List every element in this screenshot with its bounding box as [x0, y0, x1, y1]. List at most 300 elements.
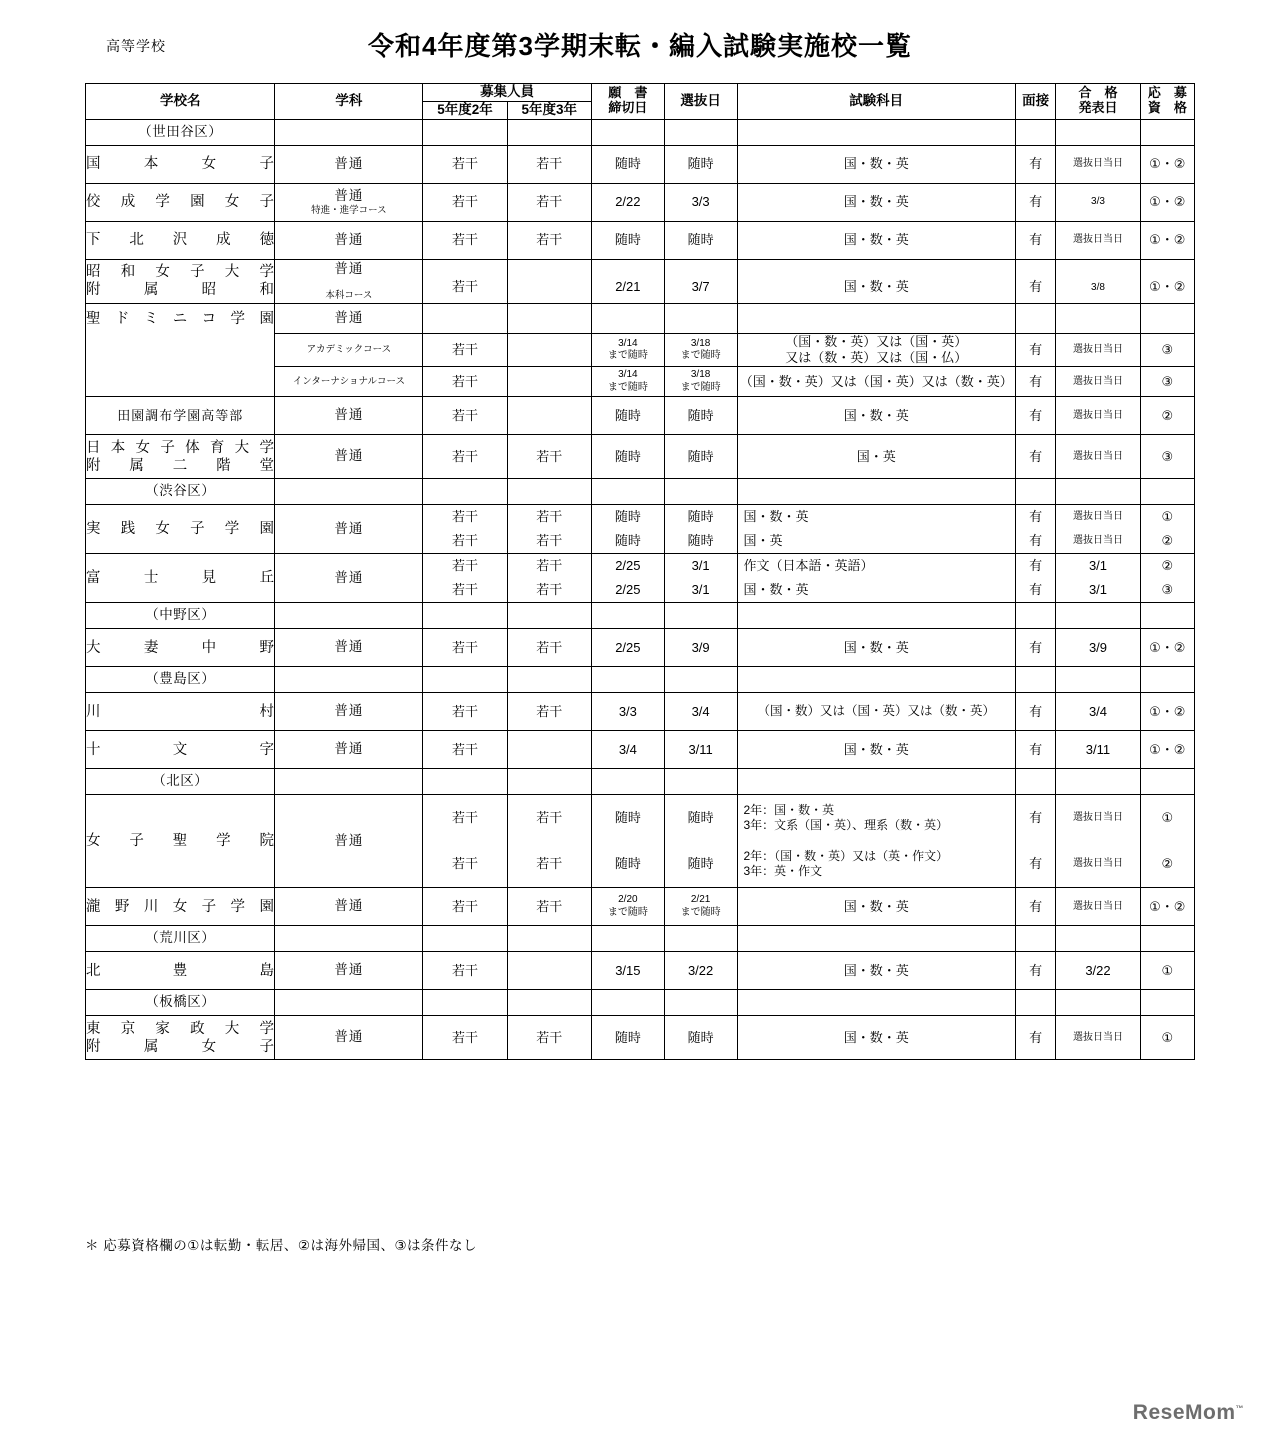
school-name: 女 子 聖 学 院: [86, 795, 275, 888]
empty-cell: [275, 926, 423, 952]
school-name: 国 本 女 子: [86, 145, 275, 183]
col-school: 学校名: [86, 84, 275, 120]
capacity-y3: 若干: [507, 1016, 591, 1060]
subjects: 国・数・英: [737, 397, 1015, 435]
empty-cell: [664, 479, 737, 505]
result-date: 選抜日当日: [1056, 888, 1140, 926]
selection-date: 3/7: [664, 259, 737, 303]
result-date: 3/4: [1056, 693, 1140, 731]
selection-date: 3/22: [664, 952, 737, 990]
capacity-y3: 若干: [507, 183, 591, 221]
capacity-y3: 若干: [507, 888, 591, 926]
empty-cell: [423, 769, 507, 795]
table-row: [86, 259, 1195, 303]
qualification: ①・②: [1140, 183, 1194, 221]
interview-line2: 有: [1029, 533, 1043, 549]
capacity-y3: [507, 397, 591, 435]
empty-cell: [1015, 119, 1055, 145]
col-result-line1: 合 格: [1078, 85, 1118, 101]
course-sub: 特進・進学コース: [311, 204, 387, 216]
selection-date: 随時: [664, 397, 737, 435]
capacity-y3: [507, 554, 591, 603]
school-name-line2: 附 属 女 子: [86, 1038, 275, 1055]
interview-line2: 有: [1029, 582, 1043, 598]
capacity-y2-line1: 若干: [451, 558, 478, 574]
selection-date: [664, 505, 737, 554]
school-name: 川 村: [86, 693, 275, 731]
capacity-y2-line2: 若干: [451, 582, 478, 598]
due-date: 2/25: [591, 629, 664, 667]
subjects: [737, 303, 1015, 333]
result-date: 3/22: [1056, 952, 1140, 990]
empty-cell: [1015, 667, 1055, 693]
qualification: ①・②: [1140, 259, 1194, 303]
capacity-y2: [423, 795, 507, 888]
due-date: 3/4: [591, 731, 664, 769]
subject-line2: 3年：文系（国・英）、理系（数・英）: [743, 818, 949, 833]
subject-line1: 作文（日本語・英語）: [743, 558, 874, 574]
qualification: ①・②: [1140, 145, 1194, 183]
capacity-y3: [507, 367, 591, 397]
school-name: 実 践 女 子 学 園: [86, 505, 275, 554]
due-line2: まで随時: [607, 906, 648, 918]
empty-cell: [507, 769, 591, 795]
empty-cell: [737, 769, 1015, 795]
capacity-y3: 若干: [507, 629, 591, 667]
col-selection-date: 選抜日: [664, 84, 737, 120]
qualification: ③: [1140, 367, 1194, 397]
school-name: 北 豊 島: [86, 952, 275, 990]
table-row: [86, 145, 1195, 183]
subject-line1: （国・数・英）又は（国・英）: [785, 333, 968, 349]
subjects: （国・数）又は（国・英）又は（数・英）: [737, 693, 1015, 731]
school-name: 十 文 字: [86, 731, 275, 769]
empty-cell: [1056, 119, 1140, 145]
school-name: 瀧 野 川 女 子 学 園: [86, 888, 275, 926]
subjects: 国・数・英: [737, 1016, 1015, 1060]
selection-date: [664, 303, 737, 333]
empty-cell: [423, 667, 507, 693]
course-name: [275, 259, 423, 303]
capacity-y2: 若干: [423, 952, 507, 990]
interview: [1015, 795, 1055, 888]
sel-line2: 随時: [687, 856, 714, 872]
empty-cell: [1056, 990, 1140, 1016]
school-name-line2: 附 属 二 階 堂: [86, 457, 275, 474]
selection-date: 3/11: [664, 731, 737, 769]
ward-label: （渋谷区）: [86, 479, 275, 505]
course-name: 普通: [275, 435, 423, 479]
due-line1: 2/25: [615, 558, 641, 574]
empty-cell: [591, 667, 664, 693]
table-row: [86, 888, 1195, 926]
result-line2: 選抜日当日: [1072, 535, 1123, 546]
qual-line2: ③: [1161, 582, 1174, 598]
capacity-y2: 若干: [423, 183, 507, 221]
course-name: 普通: [275, 888, 423, 926]
result-date: 選抜日当日: [1056, 397, 1140, 435]
empty-cell: [1015, 990, 1055, 1016]
col-capacity-y2: 5年度2年: [423, 101, 507, 119]
capacity-y2: 若干: [423, 435, 507, 479]
ward-row-toshima: [86, 667, 1195, 693]
empty-cell: [1056, 926, 1140, 952]
capacity-y2: 若干: [423, 397, 507, 435]
result-line1: 選抜日当日: [1072, 812, 1123, 823]
site-logo-text: ReseMom: [1132, 1401, 1236, 1424]
subjects: 国・数・英: [737, 259, 1015, 303]
table-row: [86, 1016, 1195, 1060]
sel-line1: 随時: [687, 810, 714, 826]
capacity-y2: 若干: [423, 693, 507, 731]
empty-cell: [1140, 479, 1194, 505]
subjects: 国・数・英: [737, 629, 1015, 667]
empty-cell: [423, 479, 507, 505]
empty-cell: [737, 926, 1015, 952]
capacity-y3-line1: 若干: [536, 509, 563, 525]
due-date: 2/21: [591, 259, 664, 303]
school-name: 下 北 沢 成 徳: [86, 221, 275, 259]
result-date: 選抜日当日: [1056, 145, 1140, 183]
sel-line1: 3/18: [690, 337, 711, 349]
capacity-y2-line2: 若干: [451, 856, 478, 872]
qualification: ①: [1140, 952, 1194, 990]
result-line1: 3/1: [1088, 558, 1108, 574]
due-line1: 随時: [614, 810, 641, 826]
subject-line3: 2年：（国・数・英）又は（英・作文）: [743, 849, 949, 864]
subject-line2: 国・英: [743, 533, 783, 549]
qualification: [1140, 505, 1194, 554]
col-due-line1: 願 書: [608, 85, 648, 101]
qualification: ①・②: [1140, 693, 1194, 731]
capacity-y2: [423, 303, 507, 333]
ward-label: （中野区）: [86, 603, 275, 629]
empty-cell: [275, 769, 423, 795]
due-date: 随時: [591, 221, 664, 259]
table-row: [86, 435, 1195, 479]
table-row: [86, 221, 1195, 259]
result-date: 選抜日当日: [1056, 1016, 1140, 1060]
qual-line1: ①: [1161, 509, 1174, 525]
interview: 有: [1015, 693, 1055, 731]
empty-cell: [1140, 119, 1194, 145]
empty-cell: [664, 990, 737, 1016]
interview: 有: [1015, 629, 1055, 667]
school-name-line1: 日 本 女 子 体 育 大 学: [86, 439, 275, 456]
empty-cell: [664, 667, 737, 693]
empty-cell: [737, 603, 1015, 629]
empty-cell: [664, 603, 737, 629]
school-name: 聖 ド ミ ニ コ 学 園: [86, 303, 275, 397]
school-name: 佼 成 学 園 女 子: [86, 183, 275, 221]
capacity-y2: 若干: [423, 145, 507, 183]
col-result-date: [1056, 84, 1140, 120]
empty-cell: [275, 603, 423, 629]
result-date: 3/11: [1056, 731, 1140, 769]
course-name: 普通: [275, 221, 423, 259]
course-name: 普通: [275, 145, 423, 183]
col-qual-line2: 資 格: [1147, 100, 1187, 116]
selection-date: [664, 888, 737, 926]
schools-table: [85, 83, 1195, 1060]
course-name: 普通: [275, 554, 423, 603]
subjects: [737, 554, 1015, 603]
ward-row-itabashi: [86, 990, 1195, 1016]
qual-line2: ②: [1161, 533, 1174, 549]
empty-cell: [423, 119, 507, 145]
capacity-y3: [507, 303, 591, 333]
qualification: ①・②: [1140, 731, 1194, 769]
result-date: 3/3: [1056, 183, 1140, 221]
table-row: [86, 952, 1195, 990]
interview: 有: [1015, 145, 1055, 183]
page-title: 令和4年度第3学期末転・編入試験実施校一覧: [368, 31, 912, 61]
selection-date: 随時: [664, 435, 737, 479]
sel-line1: 2/21: [690, 894, 711, 906]
empty-cell: [1056, 479, 1140, 505]
empty-cell: [1015, 479, 1055, 505]
empty-cell: [507, 990, 591, 1016]
empty-cell: [275, 479, 423, 505]
capacity-y2-line1: 若干: [451, 509, 478, 525]
result-line2: 選抜日当日: [1072, 858, 1123, 869]
interview: 有: [1015, 221, 1055, 259]
selection-date: 3/4: [664, 693, 737, 731]
due-line2: まで随時: [607, 381, 648, 393]
qual-line1: ②: [1161, 558, 1174, 574]
empty-cell: [507, 926, 591, 952]
capacity-y2: 若干: [423, 731, 507, 769]
col-qual-line1: 応 募: [1147, 85, 1187, 101]
capacity-y2-line2: 若干: [451, 533, 478, 549]
interview-line1: 有: [1029, 558, 1043, 574]
course-sub: 本科コース: [325, 289, 373, 301]
table-row: [86, 731, 1195, 769]
due-date: [591, 333, 664, 367]
selection-date: 3/3: [664, 183, 737, 221]
empty-cell: [507, 479, 591, 505]
school-name: [86, 259, 275, 303]
qualification: [1140, 554, 1194, 603]
table-row: [86, 795, 1195, 888]
sel-line2: まで随時: [680, 906, 721, 918]
subjects: 国・数・英: [737, 952, 1015, 990]
subjects: 国・数・英: [737, 183, 1015, 221]
due-line1: 3/14: [618, 369, 638, 381]
selection-date: [664, 367, 737, 397]
capacity-y3: [507, 795, 591, 888]
footnote: ＊ 応募資格欄の①は転勤・転居、②は海外帰国、③は条件なし: [85, 1238, 478, 1253]
col-due-date: [591, 84, 664, 120]
course-name: 普通: [275, 629, 423, 667]
subjects: （国・数・英）又は（国・英）又は（数・英）: [737, 367, 1015, 397]
capacity-y2: 若干: [423, 1016, 507, 1060]
interview-line1: 有: [1029, 810, 1043, 826]
col-course: 学科: [275, 84, 423, 120]
due-line1: 2/20: [618, 894, 638, 906]
due-date: 随時: [591, 1016, 664, 1060]
subjects: [737, 333, 1015, 367]
site-logo: [1133, 1401, 1244, 1425]
empty-cell: [1140, 769, 1194, 795]
subject-line1: 国・数・英: [743, 509, 809, 525]
capacity-y3-line1: 若干: [536, 558, 563, 574]
result-date: 3/8: [1056, 259, 1140, 303]
sel-line2: まで随時: [680, 350, 721, 361]
ward-row-shibuya: [86, 479, 1195, 505]
course-name: 普通: [275, 303, 423, 333]
selection-date: 随時: [664, 145, 737, 183]
empty-cell: [1015, 603, 1055, 629]
course-name: 普通: [275, 397, 423, 435]
capacity-y2-line1: 若干: [451, 810, 478, 826]
ward-label: （世田谷区）: [86, 119, 275, 145]
empty-cell: [275, 119, 423, 145]
due-date: 随時: [591, 435, 664, 479]
qualification: [1140, 303, 1194, 333]
empty-cell: [1015, 926, 1055, 952]
ward-row-kita: [86, 769, 1195, 795]
col-qualification: [1140, 84, 1194, 120]
subjects: 国・数・英: [737, 145, 1015, 183]
subjects: 国・数・英: [737, 731, 1015, 769]
empty-cell: [423, 603, 507, 629]
interview-line1: 有: [1029, 509, 1043, 525]
result-date: [1056, 554, 1140, 603]
interview: 有: [1015, 1016, 1055, 1060]
school-name: 大 妻 中 野: [86, 629, 275, 667]
due-line1: 随時: [614, 509, 641, 525]
empty-cell: [737, 479, 1015, 505]
empty-cell: [737, 990, 1015, 1016]
qualification: ②: [1140, 397, 1194, 435]
result-date: 3/9: [1056, 629, 1140, 667]
col-due-line2: 締切日: [608, 100, 648, 116]
capacity-y2: [423, 505, 507, 554]
selection-date: 随時: [664, 221, 737, 259]
capacity-y2: 若干: [423, 367, 507, 397]
interview: [1015, 505, 1055, 554]
capacity-y3: 若干: [507, 221, 591, 259]
table-row: [86, 303, 1195, 333]
capacity-y3-line2: 若干: [536, 582, 563, 598]
empty-cell: [591, 990, 664, 1016]
course-name: 普通: [275, 795, 423, 888]
table-row: [86, 693, 1195, 731]
result-line2: 3/1: [1088, 582, 1108, 598]
due-date: 随時: [591, 145, 664, 183]
course-main: 普通: [334, 261, 364, 277]
due-date: [591, 303, 664, 333]
empty-cell: [423, 926, 507, 952]
result-date: 選抜日当日: [1056, 367, 1140, 397]
table-header-row-1: [86, 84, 1195, 102]
qual-line2: ②: [1161, 856, 1174, 872]
ward-label: （豊島区）: [86, 667, 275, 693]
interview-line2: 有: [1029, 856, 1043, 872]
table-row: [86, 397, 1195, 435]
school-name-line2: 附 属 昭 和: [86, 282, 275, 299]
sel-line1: 3/1: [691, 558, 710, 574]
empty-cell: [1140, 926, 1194, 952]
school-name-line1: 昭 和 女 子 大 学: [86, 264, 275, 281]
due-line2: 2/25: [615, 582, 641, 598]
ward-row-setagaya: [86, 119, 1195, 145]
interview: 有: [1015, 435, 1055, 479]
capacity-y2: 若干: [423, 333, 507, 367]
subject-line2: 国・数・英: [743, 582, 809, 598]
school-name: [86, 435, 275, 479]
empty-cell: [1056, 667, 1140, 693]
due-line2: 随時: [614, 856, 641, 872]
school-name: 富 士 見 丘: [86, 554, 275, 603]
due-date: 随時: [591, 397, 664, 435]
due-date: [591, 795, 664, 888]
course-name: 普通: [275, 693, 423, 731]
course-name: 普通: [275, 952, 423, 990]
due-date: [591, 367, 664, 397]
empty-cell: [591, 769, 664, 795]
empty-cell: [737, 667, 1015, 693]
ward-label: （北区）: [86, 769, 275, 795]
col-capacity: 募集人員: [423, 84, 592, 102]
subject-line1: 2年：国・数・英: [743, 803, 835, 818]
course-sub: アカデミックコース: [275, 333, 423, 367]
trademark-mark: ™: [1235, 1404, 1244, 1413]
col-capacity-y3: 5年度3年: [507, 101, 591, 119]
interview: 有: [1015, 397, 1055, 435]
sel-line1: 随時: [687, 509, 714, 525]
interview: 有: [1015, 367, 1055, 397]
due-line2: まで随時: [607, 350, 648, 361]
empty-cell: [737, 119, 1015, 145]
qualification: ①・②: [1140, 888, 1194, 926]
table-row: [86, 183, 1195, 221]
ward-label: （荒川区）: [86, 926, 275, 952]
subjects: 国・数・英: [737, 221, 1015, 259]
empty-cell: [423, 990, 507, 1016]
subjects: 国・数・英: [737, 888, 1015, 926]
capacity-y2: 若干: [423, 259, 507, 303]
school-name: 田園調布学園高等部: [86, 397, 275, 435]
capacity-y3-line2: 若干: [536, 856, 563, 872]
ward-row-arakawa: [86, 926, 1195, 952]
due-line2: 随時: [614, 533, 641, 549]
sel-line2: 3/1: [691, 582, 710, 598]
empty-cell: [1015, 769, 1055, 795]
result-date: [1056, 795, 1140, 888]
course-name: 普通: [275, 1016, 423, 1060]
subjects: [737, 795, 1015, 888]
capacity-y2: 若干: [423, 221, 507, 259]
capacity-y2: 若干: [423, 888, 507, 926]
col-interview: 面接: [1015, 84, 1055, 120]
capacity-y3: [507, 333, 591, 367]
result-date: 選抜日当日: [1056, 333, 1140, 367]
due-date: [591, 554, 664, 603]
course-name: 普通: [275, 505, 423, 554]
interview: 有: [1015, 888, 1055, 926]
subjects: [737, 505, 1015, 554]
qualification: [1140, 795, 1194, 888]
capacity-y2: 若干: [423, 629, 507, 667]
empty-cell: [507, 119, 591, 145]
col-result-line2: 発表日: [1078, 100, 1118, 116]
empty-cell: [664, 769, 737, 795]
capacity-y3: 若干: [507, 693, 591, 731]
school-name-line1: 東 京 家 政 大 学: [86, 1020, 275, 1037]
interview: 有: [1015, 952, 1055, 990]
